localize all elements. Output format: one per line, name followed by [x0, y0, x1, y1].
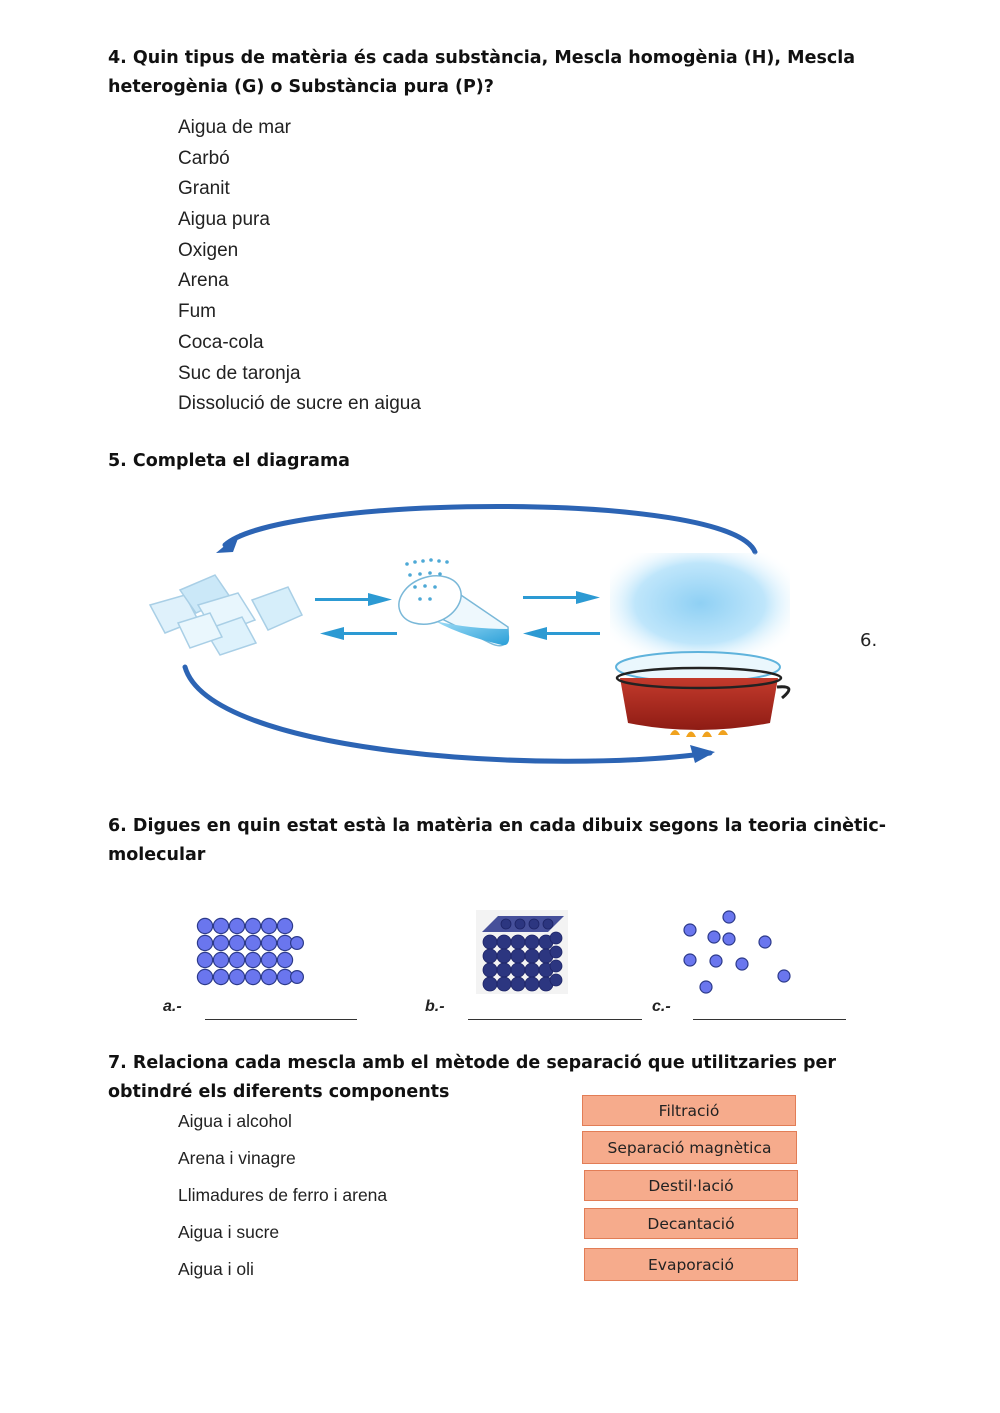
- condensation-illustration: [392, 558, 509, 646]
- method-evaporation[interactable]: Evaporació: [584, 1248, 798, 1281]
- label-c: c.-: [652, 998, 671, 1015]
- question-4-title: 4. Quin tipus de matèria és cada substància, Mescla homogènia (H), Mescla heterogènia (G) o Substància pura (P)?: [108, 48, 856, 97]
- boiling-pot-illustration: [610, 553, 790, 737]
- substance-item: Aigua pura: [178, 209, 270, 231]
- question-5-title: 5. Completa el diagrama: [108, 451, 350, 471]
- substance-item: Granit: [178, 178, 230, 200]
- substance-item: Arena: [178, 270, 229, 292]
- question-6-title: 6. Digues en quin estat està la matèria en cada dibuix segons la teoria cinètic-molecular: [108, 816, 887, 865]
- solid-particles-illustration: [195, 916, 305, 988]
- gas-particles-illustration: [680, 906, 795, 998]
- state-change-diagram: [130, 495, 810, 785]
- mixture-item: Aigua i sucre: [178, 1222, 280, 1242]
- method-decantation[interactable]: Decantació: [584, 1208, 798, 1239]
- answer-line-a[interactable]: [205, 1019, 357, 1020]
- liquid-particles-illustration: [476, 910, 568, 994]
- method-magnetic-separation[interactable]: Separació magnètica: [582, 1131, 797, 1164]
- mixture-item: Llimadures de ferro i arena: [178, 1185, 388, 1205]
- ice-cubes-illustration: [150, 575, 302, 655]
- substance-item: Oxigen: [178, 239, 239, 261]
- substance-list: [178, 113, 421, 420]
- answer-line-b[interactable]: [468, 1019, 642, 1020]
- label-a: a.-: [163, 998, 182, 1015]
- mixture-item: Arena i vinagre: [178, 1148, 296, 1168]
- method-distillation[interactable]: Destil·lació: [584, 1170, 798, 1201]
- question-7-title: 7. Relaciona cada mescla amb el mètode de separació que utilitzaries per obtindré els diferents components: [108, 1053, 837, 1102]
- substance-item: Dissolució de sucre en aigua: [178, 393, 421, 415]
- answer-line-c[interactable]: [693, 1019, 846, 1020]
- arc-arrow-top: [225, 506, 755, 552]
- mixture-item: Aigua i alcohol: [178, 1111, 292, 1131]
- substance-item: Aigua de mar: [178, 117, 292, 138]
- substance-item: Fum: [178, 301, 216, 323]
- substance-item: Coca-cola: [178, 331, 264, 353]
- arrowhead-bottom: [690, 745, 715, 763]
- mixture-list: [178, 1103, 387, 1288]
- side-number: 6.: [860, 630, 878, 651]
- substance-item: Carbó: [178, 147, 230, 169]
- substance-item: Suc de taronja: [178, 362, 301, 384]
- method-filtration[interactable]: Filtració: [582, 1095, 796, 1126]
- mixture-item: Aigua i oli: [178, 1259, 254, 1279]
- label-b: b.-: [425, 998, 445, 1015]
